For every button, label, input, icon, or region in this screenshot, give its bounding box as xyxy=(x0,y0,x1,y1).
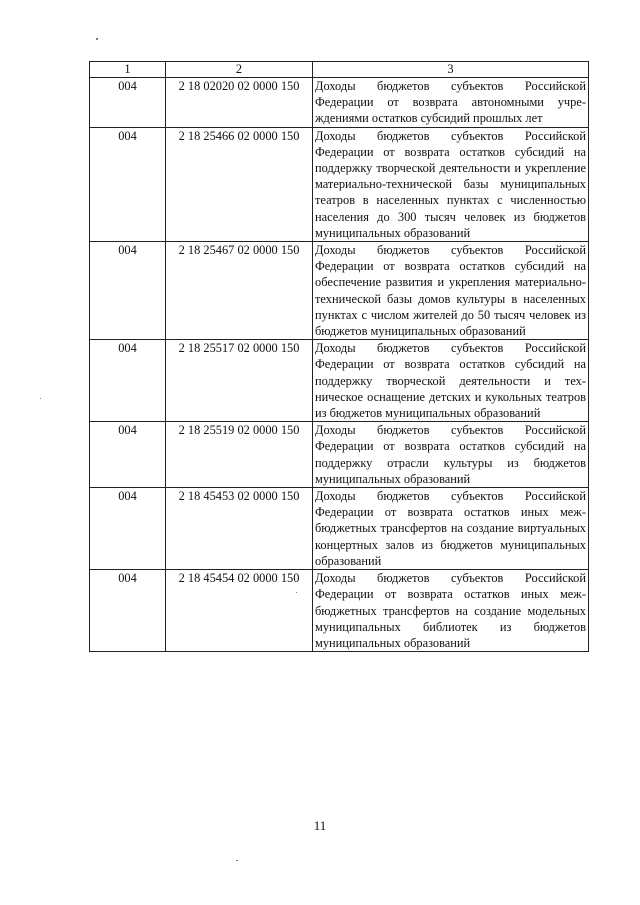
description-cell: Доходы бюджетов субъектов Российской Федерации от возврата автономными учреждениями остатков субсидий прошлых лет xyxy=(313,78,589,128)
table-header-row xyxy=(90,62,589,78)
scan-speck xyxy=(296,592,297,593)
table-row xyxy=(90,422,589,488)
scan-speck xyxy=(40,398,41,399)
admin-code-cell: 004 xyxy=(90,78,166,128)
budget-code-cell: 2 18 25517 02 0000 150 xyxy=(166,340,313,422)
admin-code-cell: 004 xyxy=(90,570,166,652)
admin-code-cell: 004 xyxy=(90,488,166,570)
page-number: 11 xyxy=(313,818,327,833)
scan-speck xyxy=(96,38,98,40)
scan-speck xyxy=(236,860,238,861)
column-header-2: 2 xyxy=(166,62,313,78)
column-header-1: 1 xyxy=(90,62,166,78)
admin-code-cell: 004 xyxy=(90,242,166,340)
budget-code-cell: 2 18 02020 02 0000 150 xyxy=(166,78,313,128)
budget-code-cell: 2 18 25519 02 0000 150 xyxy=(166,422,313,488)
description-cell: Доходы бюджетов субъектов Российской Федерации от возврата остатков иных межбюджетных трансфертов на создание модельных муниципальных библиотек из бюджетов муниципальных образований xyxy=(313,570,589,652)
description-cell: Доходы бюджетов субъектов Российской Федерации от возврата остатков иных межбюджетных трансфертов на создание виртуальных концертных залов из бюджетов муниципальных образований xyxy=(313,488,589,570)
budget-code-cell: 2 18 45454 02 0000 150 xyxy=(166,570,313,652)
admin-code-cell: 004 xyxy=(90,127,166,241)
admin-code-cell: 004 xyxy=(90,422,166,488)
description-cell: Доходы бюджетов субъектов Российской Федерации от возврата остатков субсидий на поддержку отрасли культуры из бюджетов муниципальных образований xyxy=(313,422,589,488)
admin-code-cell: 004 xyxy=(90,340,166,422)
budget-code-cell: 2 18 45453 02 0000 150 xyxy=(166,488,313,570)
column-header-3: 3 xyxy=(313,62,589,78)
description-cell: Доходы бюджетов субъектов Российской Федерации от возврата остатков субсидий на поддержку творческой деятельности и укрепление материально-технической базы муниципальных театров в населенных пунктах с численностью населения до 300 тысяч человек из бюджетов муниципальных образований xyxy=(313,127,589,241)
revenue-codes-table xyxy=(89,61,589,652)
table-row xyxy=(90,488,589,570)
table-row xyxy=(90,242,589,340)
description-cell: Доходы бюджетов субъектов Российской Федерации от возврата остатков субсидий на обеспечение развития и укрепления материально-технической базы домов культуры в населенных пунктах с числом жителей до 50 тысяч человек из бюджетов муниципальных образований xyxy=(313,242,589,340)
table-row xyxy=(90,570,589,652)
table-row xyxy=(90,78,589,128)
budget-code-cell: 2 18 25466 02 0000 150 xyxy=(166,127,313,241)
table-row xyxy=(90,340,589,422)
description-cell: Доходы бюджетов субъектов Российской Федерации от возврата остатков субсидий на поддержку творческой деятельности и техническое оснащение детских и кукольных театров из бюджетов муниципальных образований xyxy=(313,340,589,422)
budget-code-cell: 2 18 25467 02 0000 150 xyxy=(166,242,313,340)
table-row xyxy=(90,127,589,241)
